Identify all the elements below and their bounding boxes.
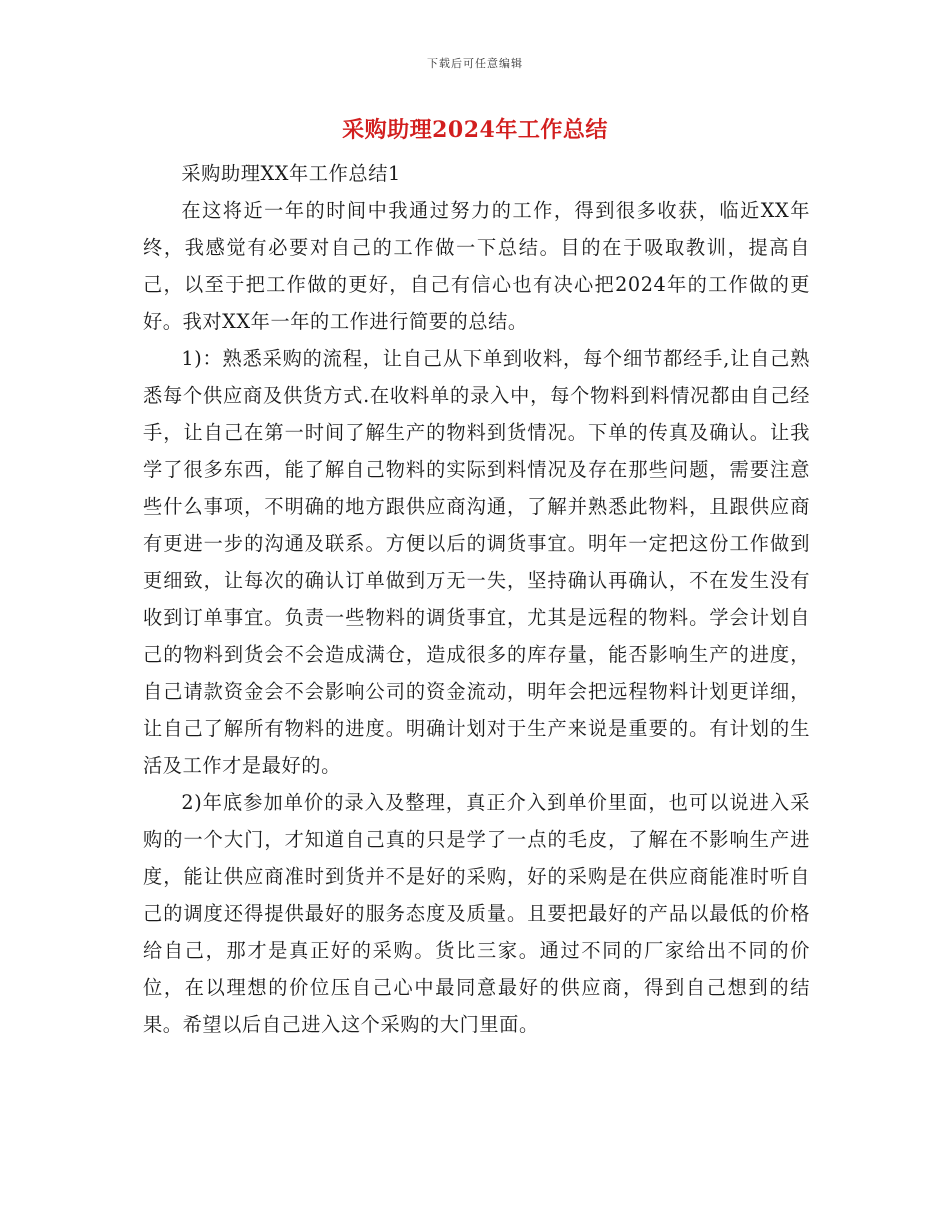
header-note: 下载后可任意编辑 — [427, 57, 523, 70]
document-title: 采购助理2024年工作总结 — [342, 117, 608, 143]
document-body — [143, 155, 810, 1043]
body-paragraph-intro: 在这将近一年的时间中我通过努力的工作，得到很多收获，临近XX年终，我感觉有必要对自己的工作做一下总结。目的在于吸取教训，提高自己，以至于把工作做的更好，自己有信心也有决心把2024年的工作做的更好。我对XX年一年的工作进行简要的总结。 — [143, 199, 810, 333]
body-paragraph-2: 2)年底参加单价的录入及整理，真正介入到单价里面，也可以说进入采购的一个大门，才知道自己真的只是学了一点的毛皮，了解在不影响生产进度，能让供应商准时到货并不是好的采购，好的采购是在供应商能准时听自己的调度还得提供最好的服务态度及质量。且要把最好的产品以最低的价格给自己，那才是真正好的采购。货比三家。通过不同的厂家给出不同的价位，在以理想的价位压自己心中最同意最好的供应商，得到自己想到的结果。希望以后自己进入这个采购的大门里面。 — [143, 791, 810, 1036]
section-heading: 采购助理XX年工作总结1 — [181, 162, 401, 185]
body-paragraph-1: 1)：熟悉采购的流程，让自己从下单到收料，每个细节都经手,让自己熟悉每个供应商及供货方式.在收料单的录入中，每个物料到料情况都由自己经手，让自己在第一时间了解生产的物料到货情况。下单的传真及确认。让我学了很多东西，能了解自己物料的实际到料情况及存在那些问题，需要注意些什么事项，不明确的地方跟供应商沟通，了解并熟悉此物料，且跟供应商有更进一步的沟通及联系。方便以后的调货事宜。明年一定把这份工作做到更细致，让每次的确认订单做到万无一失，坚持确认再确认，不在发生没有收到订单事宜。负责一些物料的调货事宜，尤其是远程的物料。学会计划自己的物料到货会不会造成满仓，造成很多的库存量，能否影响生产的进度，自己请款资金会不会影响公司的资金流动，明年会把远程物料计划更详细，让自己了解所有物料的进度。明确计划对于生产来说是重要的。有计划的生活及工作才是最好的。 — [143, 347, 810, 777]
